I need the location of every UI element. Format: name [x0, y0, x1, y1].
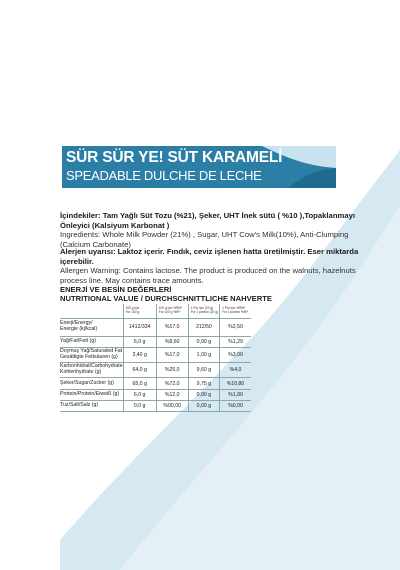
table-header-row [60, 304, 251, 319]
table-row [60, 347, 251, 362]
table-row [60, 363, 251, 378]
row-label: Tuz/Salt/Salz (g) [60, 400, 123, 411]
cell: %10,80 [220, 378, 251, 389]
cell: %4,0 [220, 363, 251, 378]
table-row [60, 378, 251, 389]
allergen-tr: Alerjen uyarısı: Laktoz içerir. Fındık, ceviz işlenen hatta üretilmiştir. Eser miktarda içerebilir. [60, 247, 359, 266]
cell: 1412/334 [123, 319, 156, 337]
ingredients-section [60, 211, 360, 249]
row-label: Yağ/Fat/Fett (g) [60, 336, 123, 347]
cell: 3,40 g [123, 347, 156, 362]
row-label: Protein/Protein/Eiweiß (g) [60, 389, 123, 400]
cell: 6,0 g [123, 389, 156, 400]
column-header: 1 Por için %RM* For 1 portion %RI* [220, 304, 251, 319]
cell: %0,00 [220, 400, 251, 411]
cell: 6,0 g [123, 336, 156, 347]
product-subtitle: SPEADABLE DULCHE DE LECHE [66, 168, 262, 183]
cell: 1,00 g [188, 347, 219, 362]
cell: %2,50 [220, 319, 251, 337]
cell: %3,00 [220, 347, 251, 362]
row-label: Şeker/Sugar/Zucker (g) [60, 378, 123, 389]
row-label: Enerji/Energy/ Energie (kj/kcal) [60, 319, 123, 337]
cell: %72,0 [156, 378, 188, 389]
column-header: 1 Por için (20 g) For 1 portion (20 g) [188, 304, 219, 319]
allergen-en: Allergen Warning: Contains lactose. The product is produced on the walnuts, hazelnuts process line. May contains trace amounts. [60, 266, 356, 285]
nutrition-heading-tr: ENERJİ VE BESİN DEĞERLERİ [60, 285, 172, 294]
cell: 9,60 g [188, 363, 219, 378]
cell: 65,0 g [123, 378, 156, 389]
cell: 212/50 [188, 319, 219, 337]
cell: 64,0 g [123, 363, 156, 378]
table-row [60, 400, 251, 411]
cell: %1,29 [220, 336, 251, 347]
table-row [60, 319, 251, 337]
table-row [60, 336, 251, 347]
cell: 0,0 g [123, 400, 156, 411]
cell: %12,0 [156, 389, 188, 400]
cell: %1,80 [220, 389, 251, 400]
allergen-section [60, 247, 360, 285]
cell: 0,90 g [188, 336, 219, 347]
cell: %17,0 [156, 319, 188, 337]
ingredients-tr: İçindekiler: Tam Yağlı Süt Tozu (%21), Şeker, UHT İnek sütü ( %10 ),Topaklanmayı Önleyici (Kalsiyum Karbonat ) [60, 211, 356, 230]
column-header: 100 g için %RM* For 100 g %RI* [156, 304, 188, 319]
cell: %8,60 [156, 336, 188, 347]
product-banner [62, 146, 336, 188]
cell: 0,90 g [188, 389, 219, 400]
nutrition-heading [60, 286, 272, 303]
column-header: 100 g için For 100 g [123, 304, 156, 319]
cell: %00,00 [156, 400, 188, 411]
cell: %17,0 [156, 347, 188, 362]
row-label: Doymuş Yağ/Saturated Fat Gesättigte Fettsäuren (g) [60, 347, 123, 362]
product-title: SÜR SÜR YE! SÜT KARAMELİ [66, 149, 283, 166]
nutrition-heading-en: NUTRITIONAL VALUE / DURCHSCHNITTLICHE NAHVERTE [60, 293, 272, 303]
ingredients-en: Ingredients: Whole Milk Powder (21%) , Sugar, UHT Cow's Milk(10%), Anti-Clumping (Calcium Carbonate) [60, 230, 349, 249]
table-header-blank [60, 304, 123, 319]
row-label: Karbonhidrat/Carbohydrate Kohlenhydrate (g) [60, 363, 123, 378]
cell: %25,0 [156, 363, 188, 378]
nutrition-table [60, 304, 251, 412]
table-row [60, 389, 251, 400]
cell: 9,75 g [188, 378, 219, 389]
cell: 0,00 g [188, 400, 219, 411]
